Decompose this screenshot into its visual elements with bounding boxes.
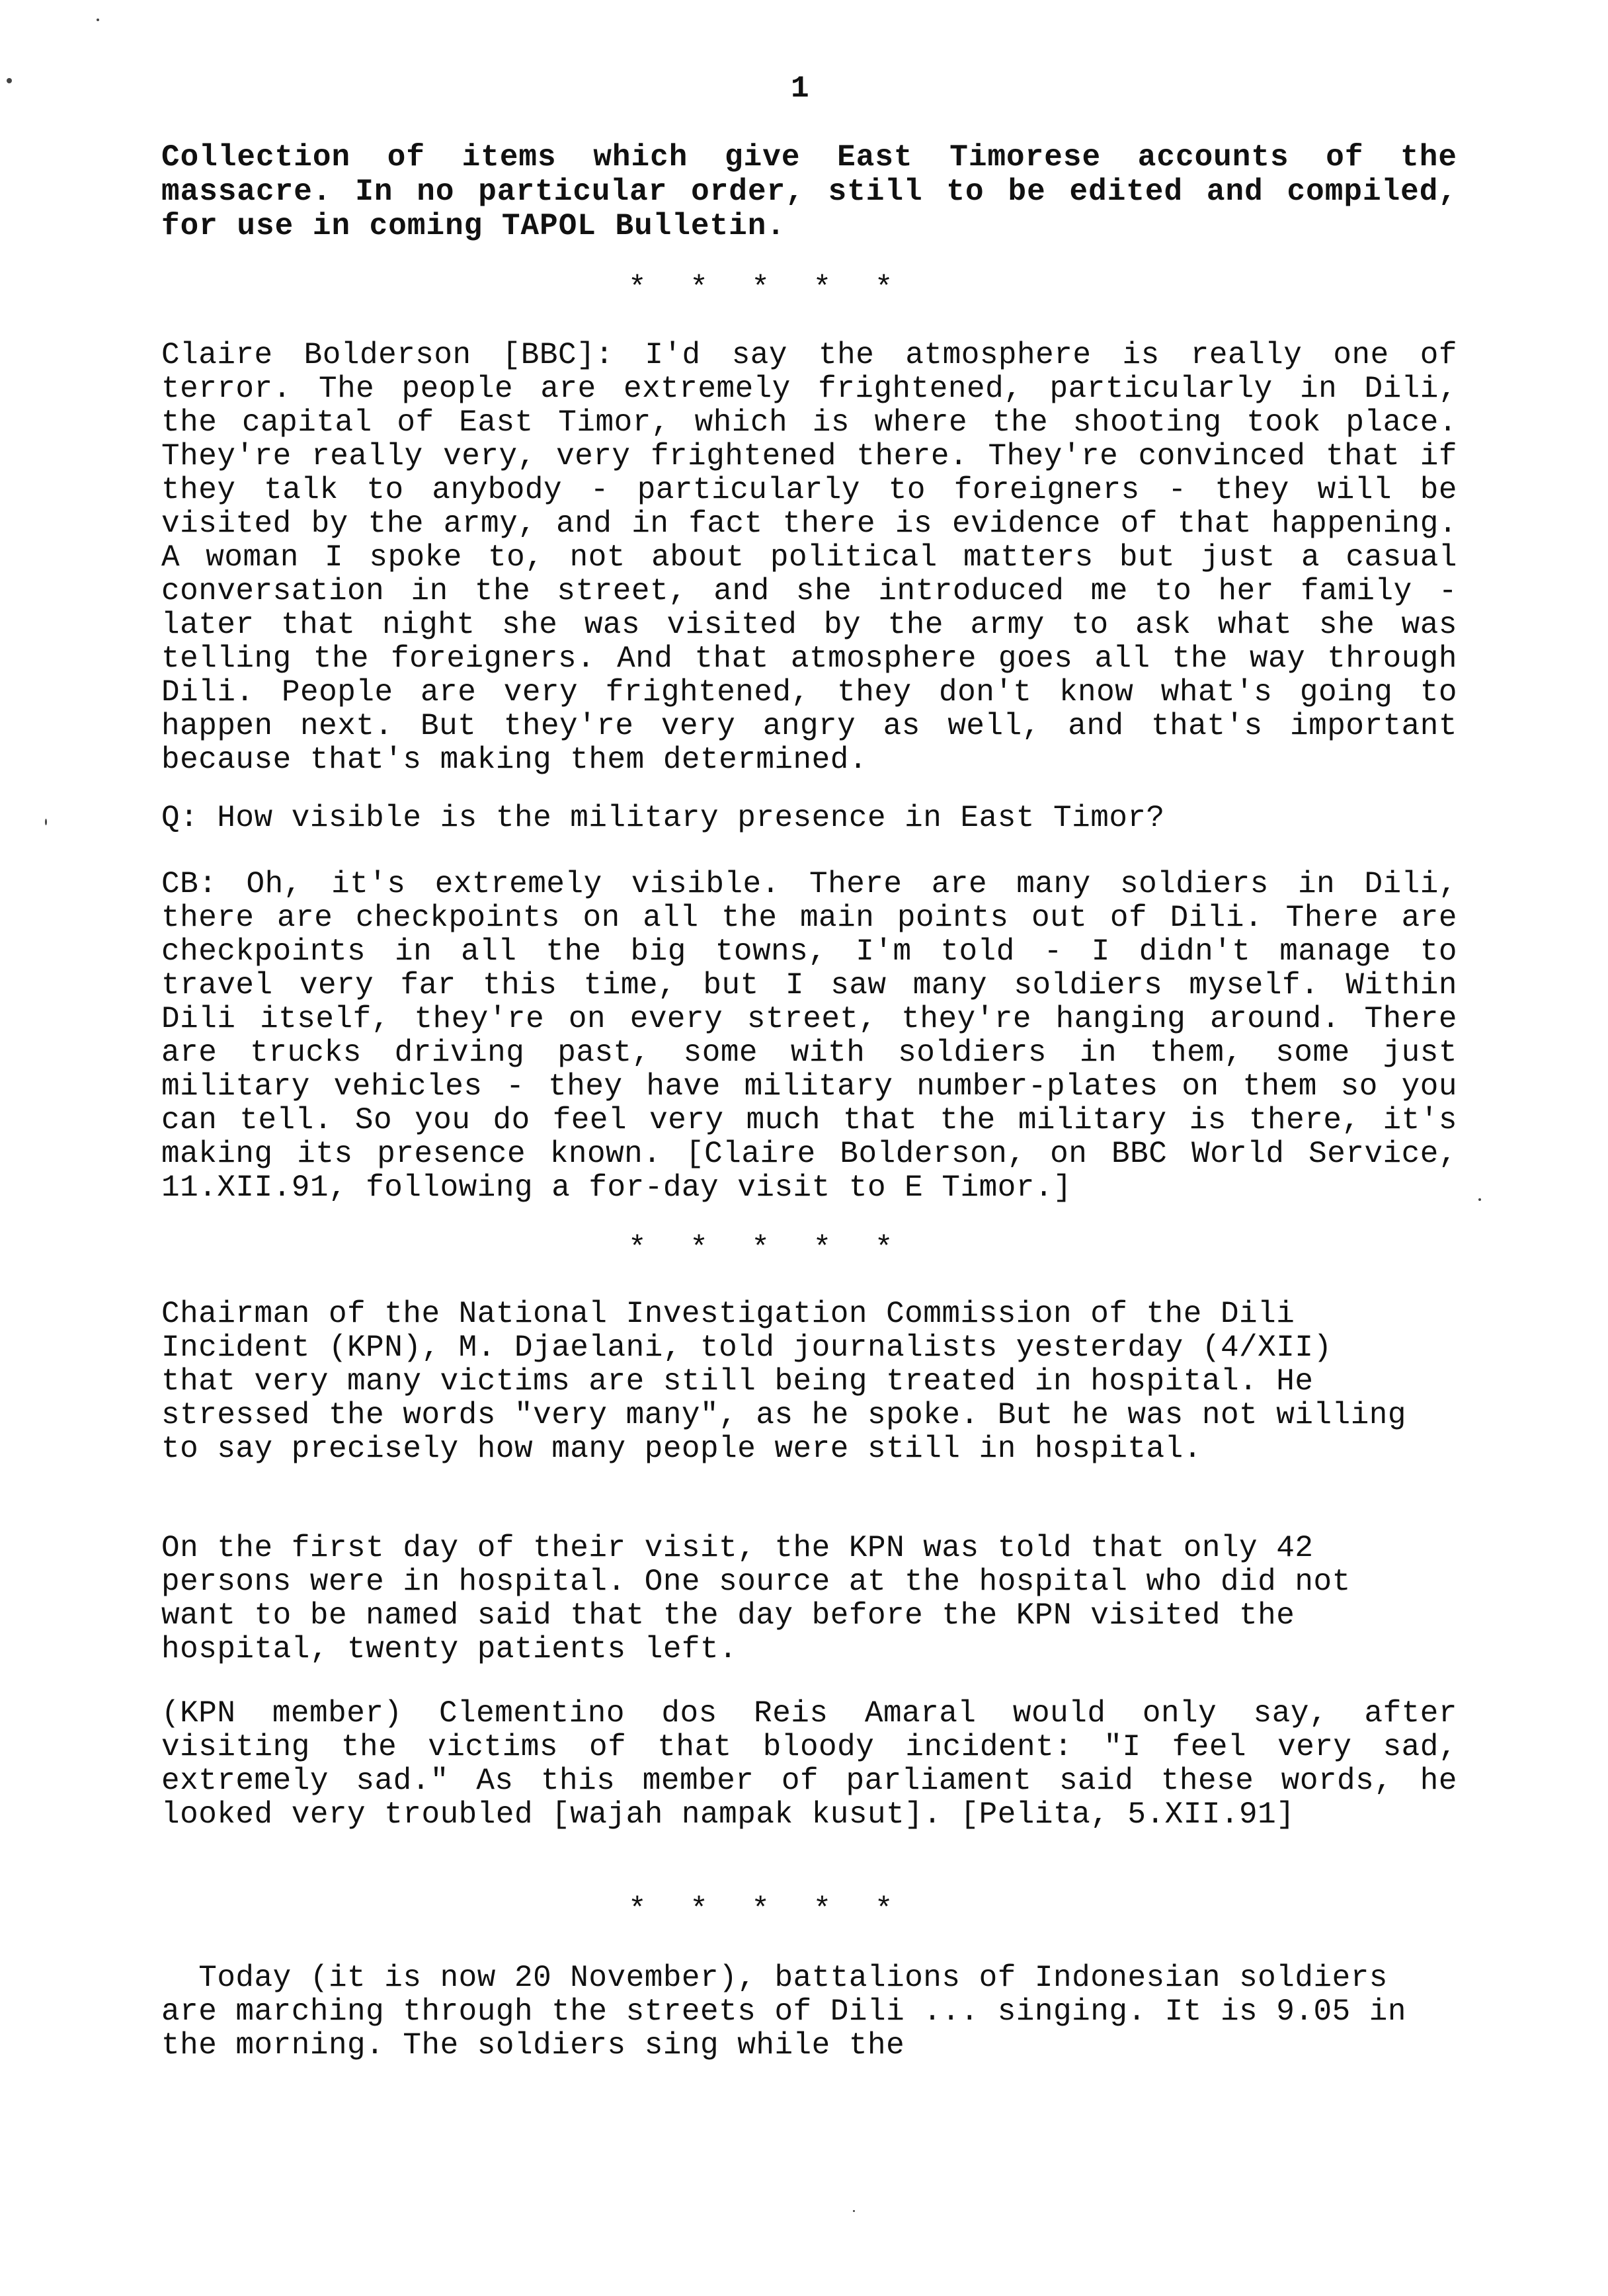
document-heading: Collection of items which give East Timorese accounts of the massacre. In no particular order, still to be edited and compiled, for use in coming TAPOL Bulletin. [161, 140, 1457, 243]
paragraph-kpn-member: (KPN member) Clementino dos Reis Amaral would only say, after visiting the victims of that bloody incident: "I feel very sad, extremely sad." As this member of parliament said these words, he looked very troubled [wajah nampak kusut]. [Pelita, 5.XII.91] [161, 1696, 1457, 1832]
paragraph-kpn-first-day: On the first day of their visit, the KPN was told that only 42 persons were in hospital. One source at the hospital who did not want to be named said that the day before the KPN visited the hospital, twenty patients left. [161, 1531, 1351, 1666]
paragraph-question: Q: How visible is the military presence in East Timor? [161, 801, 1165, 835]
paragraph-cb-answer: CB: Oh, it's extremely visible. There are many soldiers in Dili, there are checkpoints on all the main points out of Dili. There are checkpoints in all the big towns, I'm told - I didn't manage to travel very far this time, but I saw many soldiers myself. Within Dili itself, they're on every street, they're hanging around. There are trucks driving past, some with soldiers in them, some just military vehicles - they have military number-plates on them so you can tell. So you do feel very much that the military is there, it's making its presence known. [Claire Bolderson, on BBC World Service, 11.XII.91, following a for-day visit to E Timor.] [161, 867, 1457, 1205]
scan-speck [45, 819, 47, 825]
scan-speck [1478, 1198, 1481, 1201]
separator-2: * * * * * [628, 1231, 893, 1266]
separator-3: * * * * * [628, 1893, 893, 1927]
paragraph-kpn-chairman: Chairman of the National Investigation Commission of the Dili Incident (KPN), M. Djaelani, told journalists yesterday (4/XII) that very many victims are still being treated in hospital. He stressed the words "very many", as he spoke. But he was not willing to say precisely how many people were still in hospital. [161, 1297, 1407, 1466]
scan-speck [853, 2210, 855, 2212]
paragraph-today: Today (it is now 20 November), battalions of Indonesian soldiers are marching through the streets of Dili ... singing. It is 9.05 in the morning. The soldiers sing while the [161, 1961, 1426, 2063]
scan-speck [97, 19, 99, 21]
scan-speck [7, 78, 12, 83]
page-number: 1 [791, 71, 809, 106]
separator-1: * * * * * [628, 271, 893, 306]
paragraph-bbc-quote: Claire Bolderson [BBC]: I'd say the atmosphere is really one of terror. The people are extremely frightened, particularly in Dili, the capital of East Timor, which is where the shooting took place. They're really very, very frightened there. They're convinced that if they talk to anybody - particularly to foreigners - they will be visited by the army, and in fact there is evidence of that happening. A woman I spoke to, not about political matters but just a casual conversation in the street, and she introduced me to her family - later that night she was visited by the army to ask what she was telling the foreigners. And that atmosphere goes all the way through Dili. People are very frightened, they don't know what's going to happen next. But they're very angry as well, and that's important because that's making them determined. [161, 338, 1457, 777]
